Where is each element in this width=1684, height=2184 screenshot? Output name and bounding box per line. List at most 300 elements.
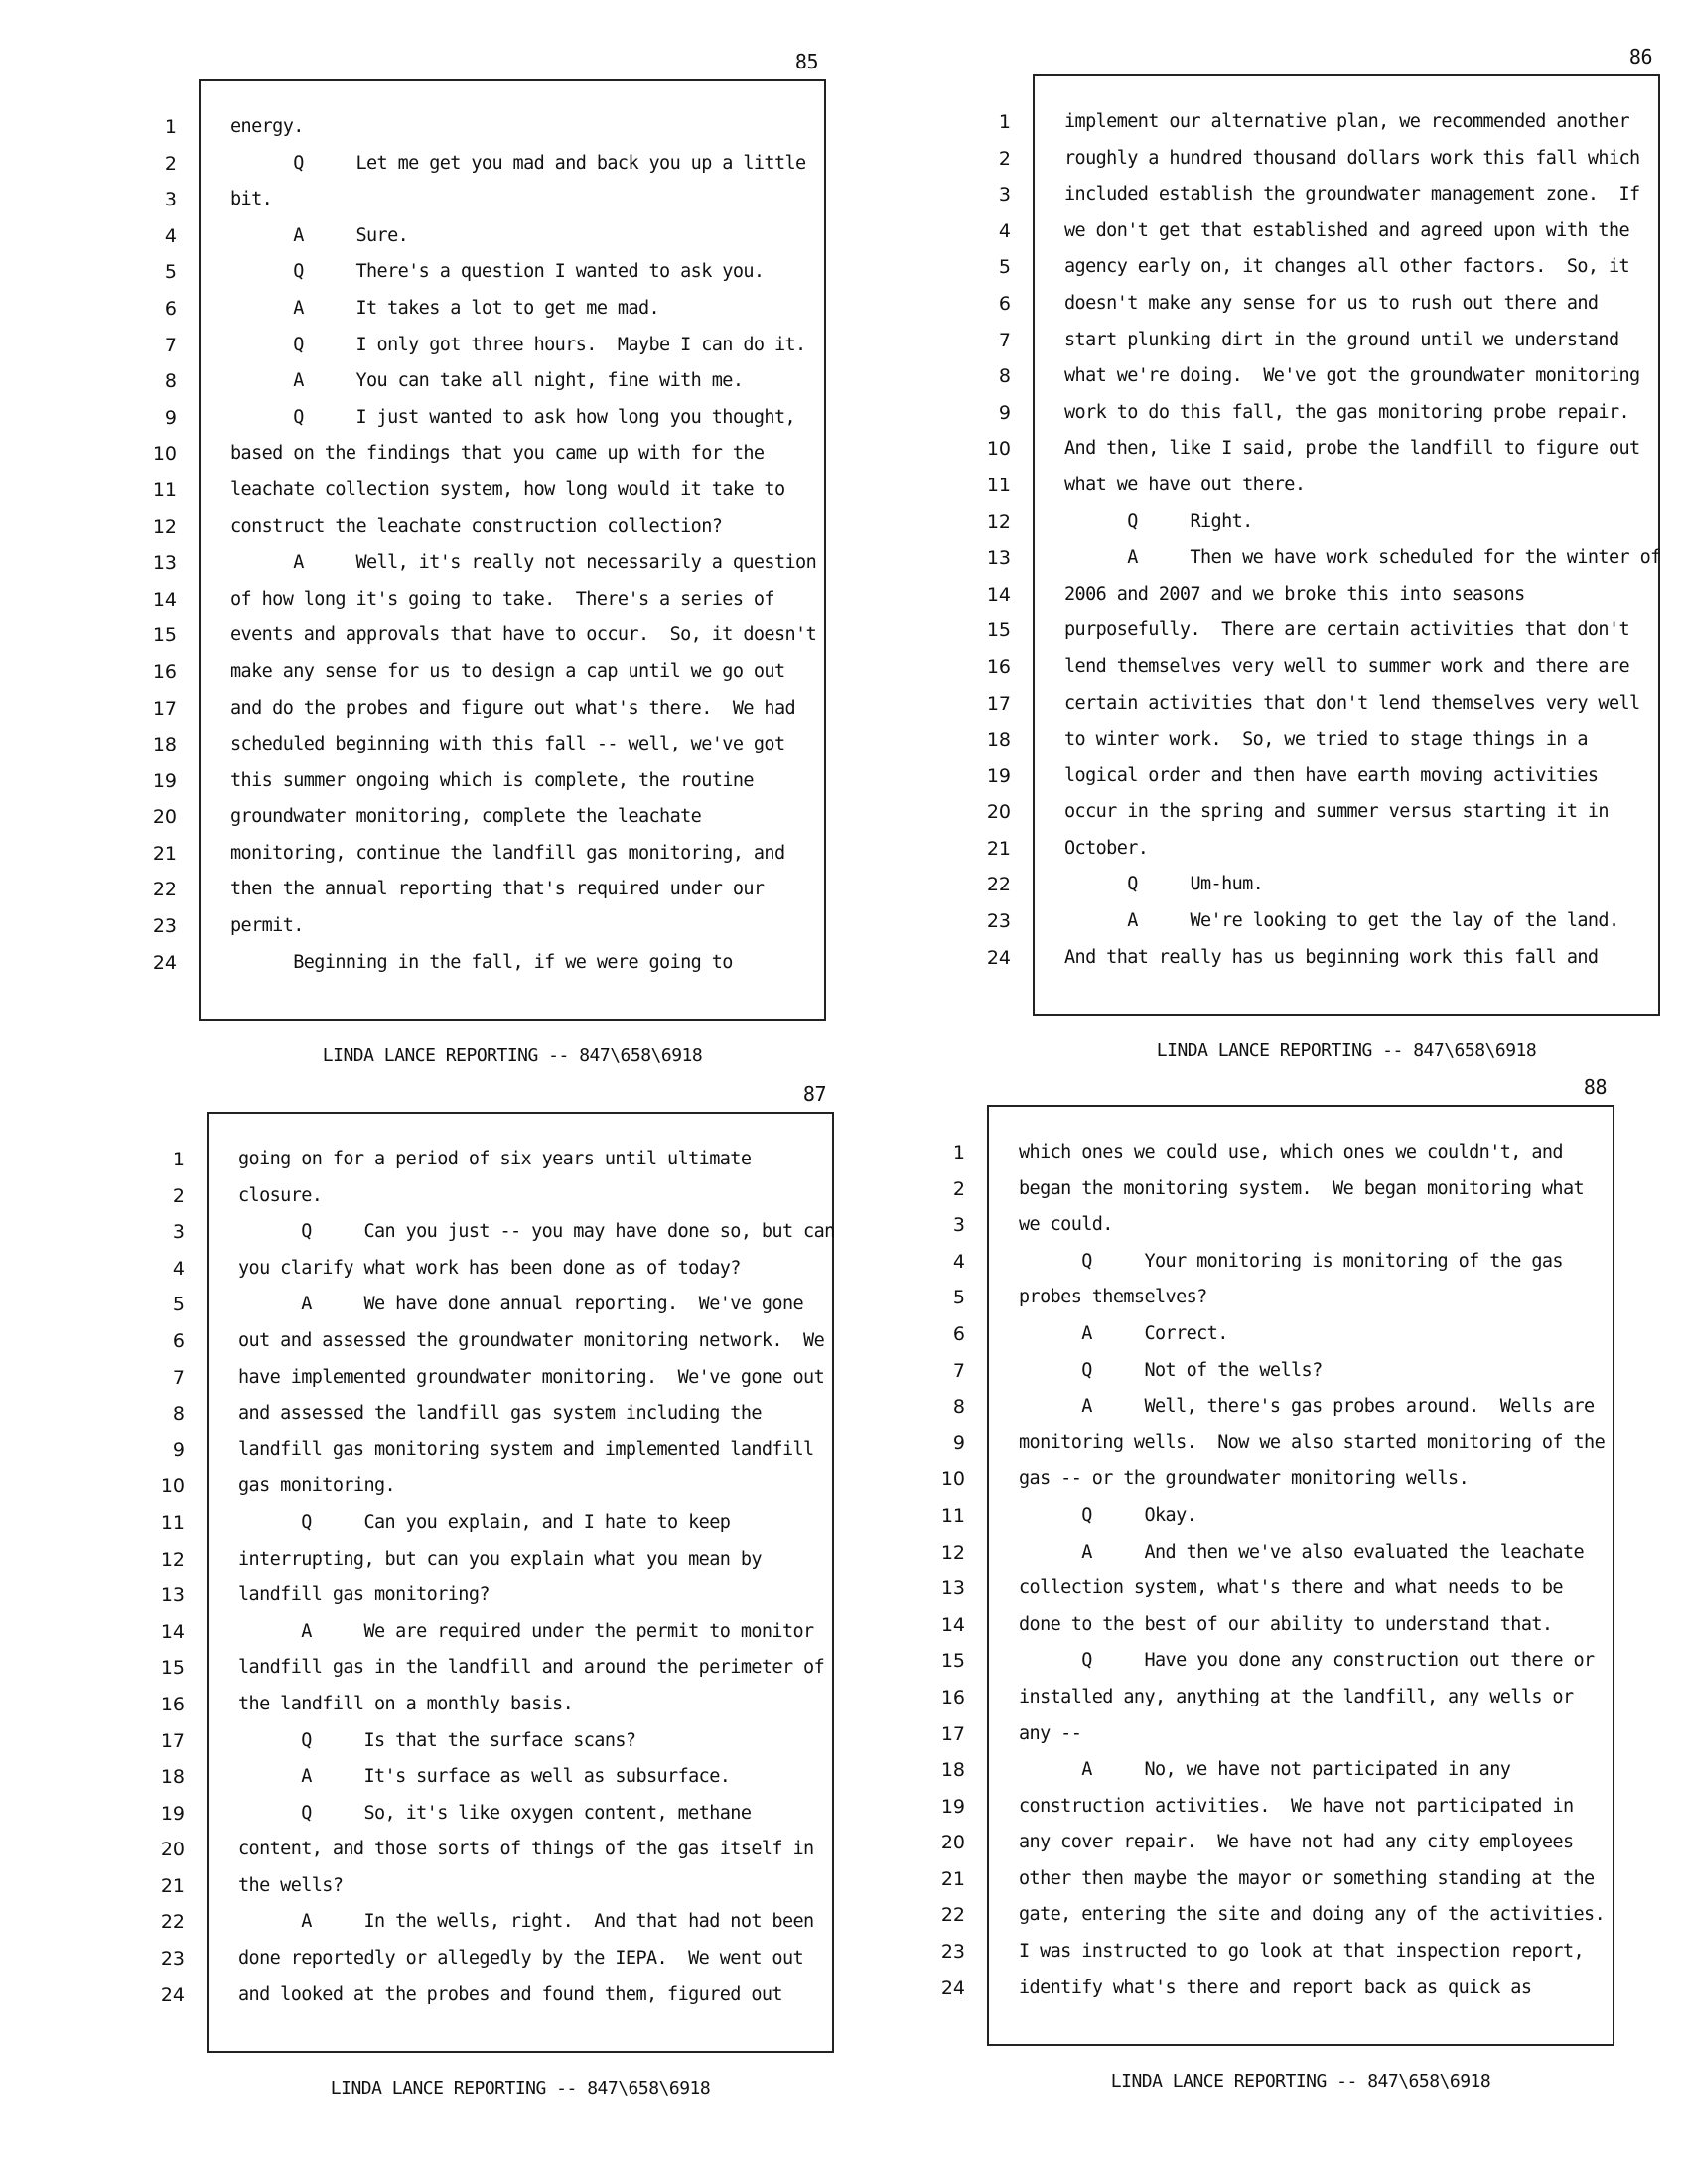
line-text: this summer ongoing which is complete, the routine [230, 769, 754, 791]
line-text: implement our alternative plan, we recommended another [1064, 111, 1630, 132]
line-number: 24 [940, 1977, 965, 1999]
line-text: Q I only got three hours. Maybe I can do it. [230, 334, 806, 355]
transcript-line [8, 1142, 842, 1178]
transcript-line [0, 617, 834, 654]
line-number: 11 [160, 1511, 185, 1534]
line-number: 18 [986, 729, 1011, 751]
transcript-line [834, 213, 1668, 250]
line-text: A It takes a lot to get me mad. [230, 297, 660, 319]
line-number: 6 [952, 1322, 965, 1345]
transcript-lines [834, 104, 1668, 976]
transcript-line [834, 504, 1668, 541]
transcript-line [834, 903, 1668, 940]
line-text: any -- [1019, 1722, 1082, 1744]
line-number: 5 [164, 261, 177, 284]
line-text: landfill gas in the landfill and around the perimeter of [238, 1657, 825, 1679]
line-number: 22 [940, 1904, 965, 1927]
line-text: you clarify what work has been done as of today? [238, 1257, 741, 1279]
line-number: 24 [152, 951, 177, 974]
line-text: probes themselves? [1019, 1287, 1207, 1308]
transcript-line [8, 1542, 842, 1578]
line-text: what we have out there. [1064, 474, 1306, 495]
line-text: landfill gas monitoring system and implemented landfill [238, 1438, 814, 1460]
line-text: to winter work. So, we tried to stage things in a [1064, 729, 1588, 751]
line-text: monitoring wells. Now we also started monitoring of the [1019, 1432, 1606, 1453]
line-text: included establish the groundwater management zone. If [1064, 184, 1640, 205]
transcript-page [0, 50, 834, 1082]
line-text: Q Right. [1064, 510, 1253, 532]
line-text: landfill gas monitoring? [238, 1584, 490, 1606]
transcript-line [8, 1468, 842, 1505]
line-text: certain activities that don't lend themselves very well [1064, 692, 1640, 714]
transcript-line [0, 254, 834, 291]
line-number: 21 [940, 1867, 965, 1890]
transcript-lines [0, 109, 834, 981]
transcript-line [8, 1650, 842, 1687]
line-number: 11 [940, 1504, 965, 1527]
transcript-line [0, 763, 834, 800]
line-text: Q Okay. [1019, 1504, 1197, 1526]
line-number: 15 [940, 1650, 965, 1673]
transcript-line [8, 1614, 842, 1651]
line-number: 10 [160, 1475, 185, 1498]
line-number: 17 [152, 697, 177, 720]
line-number: 21 [152, 842, 177, 865]
transcript-line [8, 1577, 842, 1614]
line-text: interrupting, but can you explain what you mean by [238, 1548, 762, 1570]
transcript-line [8, 1505, 842, 1542]
line-text: lend themselves very well to summer work and there are [1064, 655, 1630, 677]
line-text: Q Can you explain, and I hate to keep [238, 1511, 731, 1533]
line-text: A Sure. [230, 224, 409, 246]
line-number: 15 [160, 1657, 185, 1680]
line-text: 2006 and 2007 and we broke this into seasons [1064, 583, 1525, 605]
transcript-line [834, 286, 1668, 323]
line-number: 7 [172, 1366, 185, 1389]
line-text: began the monitoring system. We began monitoring what [1019, 1177, 1585, 1199]
transcript-line [788, 1426, 1622, 1462]
line-number: 13 [986, 547, 1011, 570]
line-text: construct the leachate construction collection? [230, 515, 723, 537]
line-number: 21 [160, 1874, 185, 1897]
transcript-line [834, 249, 1668, 286]
line-number: 11 [986, 474, 1011, 496]
transcript-line [8, 1723, 842, 1760]
transcript-line [0, 473, 834, 509]
reporter-footer: LINDA LANCE REPORTING -- 847\658\6918 [1110, 2071, 1491, 2092]
transcript-line [788, 1570, 1622, 1607]
line-text: occur in the spring and summer versus starting it in [1064, 801, 1609, 823]
transcript-line [788, 1752, 1622, 1789]
line-text: Q Your monitoring is monitoring of the gas [1019, 1250, 1563, 1272]
line-text: gas monitoring. [238, 1475, 396, 1497]
line-number: 21 [986, 837, 1011, 860]
line-number: 20 [160, 1839, 185, 1861]
transcript-line [788, 1897, 1622, 1934]
line-number: 20 [986, 801, 1011, 824]
line-text: And that really has us beginning work this fall and [1064, 946, 1599, 968]
line-number: 23 [160, 1948, 185, 1971]
line-number: 17 [940, 1722, 965, 1745]
line-number: 13 [152, 552, 177, 575]
line-number: 17 [160, 1729, 185, 1752]
transcript-line [0, 146, 834, 183]
line-text: A Well, there's gas probes around. Wells are [1019, 1396, 1595, 1418]
transcript-lines [8, 1142, 842, 2013]
line-number: 5 [952, 1287, 965, 1309]
line-text: identify what's there and report back as quick as [1019, 1977, 1532, 1998]
line-text: any cover repair. We have not had any city employees [1019, 1832, 1574, 1853]
line-number: 2 [172, 1184, 185, 1207]
line-number: 8 [998, 365, 1011, 388]
transcript-line [0, 836, 834, 873]
transcript-line [0, 908, 834, 945]
transcript-line [0, 545, 834, 582]
line-number: 3 [164, 189, 177, 211]
line-text: A And then we've also evaluated the leachate [1019, 1541, 1585, 1563]
transcript-line [788, 1353, 1622, 1390]
line-text: have implemented groundwater monitoring. We've gone out [238, 1366, 825, 1388]
line-text: Q So, it's like oxygen content, methane [238, 1802, 752, 1824]
line-text: work to do this fall, the gas monitoring probe repair. [1064, 401, 1630, 423]
line-number: 1 [164, 116, 177, 138]
transcript-line [788, 1244, 1622, 1281]
line-number: 22 [986, 874, 1011, 896]
line-number: 24 [986, 946, 1011, 969]
line-number: 12 [160, 1548, 185, 1570]
transcript-line [834, 104, 1668, 141]
transcript-line [788, 1861, 1622, 1898]
line-number: 9 [164, 406, 177, 429]
line-number: 2 [164, 152, 177, 175]
reporter-footer: LINDA LANCE REPORTING -- 847\658\6918 [322, 1045, 703, 1066]
line-number: 10 [940, 1468, 965, 1491]
line-number: 24 [160, 1983, 185, 2006]
line-number: 22 [160, 1911, 185, 1934]
line-text: doesn't make any sense for us to rush out there and [1064, 292, 1599, 314]
line-number: 4 [952, 1250, 965, 1273]
line-number: 5 [998, 256, 1011, 279]
transcript-line [834, 831, 1668, 868]
line-text: installed any, anything at the landfill, any wells or [1019, 1686, 1574, 1707]
line-text: closure. [238, 1184, 323, 1206]
reporter-footer: LINDA LANCE REPORTING -- 847\658\6918 [1156, 1040, 1537, 1061]
transcript-line [8, 1978, 842, 2014]
transcript-line [8, 1941, 842, 1978]
line-number: 14 [160, 1620, 185, 1643]
page-number: 85 [794, 50, 818, 73]
line-text: monitoring, continue the landfill gas monitoring, and [230, 842, 785, 864]
line-number: 5 [172, 1294, 185, 1316]
line-text: logical order and then have earth moving activities [1064, 764, 1599, 786]
line-text: the wells? [238, 1874, 344, 1896]
line-text: A No, we have not participated in any [1019, 1759, 1511, 1781]
line-text: Q Let me get you mad and back you up a little [230, 152, 806, 174]
line-text: the landfill on a monthly basis. [238, 1693, 574, 1714]
line-text: collection system, what's there and what needs to be [1019, 1577, 1563, 1599]
line-number: 4 [172, 1257, 185, 1280]
line-text: content, and those sorts of things of the gas itself in [238, 1839, 814, 1860]
transcript-line [834, 722, 1668, 758]
line-number: 17 [986, 692, 1011, 715]
line-text: groundwater monitoring, complete the leachate [230, 806, 702, 828]
line-number: 9 [952, 1432, 965, 1454]
transcript-line [834, 867, 1668, 903]
line-number: 15 [152, 624, 177, 647]
line-number: 9 [998, 401, 1011, 424]
transcript-line [8, 1687, 842, 1723]
line-number: 18 [940, 1759, 965, 1782]
transcript-line [8, 1904, 842, 1941]
transcript-line [834, 395, 1668, 432]
transcript-line [834, 686, 1668, 723]
transcript-line [834, 141, 1668, 178]
line-number: 7 [164, 334, 177, 356]
transcript-line [0, 328, 834, 364]
line-number: 10 [152, 443, 177, 466]
line-text: events and approvals that have to occur. So, it doesn't [230, 624, 817, 646]
line-number: 19 [160, 1802, 185, 1825]
line-text: Q Can you just -- you may have done so, but can [238, 1221, 835, 1243]
transcript-line [788, 1607, 1622, 1644]
transcript-line [8, 1759, 842, 1796]
line-text: bit. [230, 189, 273, 210]
line-text: A You can take all night, fine with me. [230, 370, 744, 392]
transcript-line [788, 1171, 1622, 1208]
line-number: 12 [152, 515, 177, 538]
line-text: Q Not of the wells? [1019, 1359, 1323, 1381]
line-text: October. [1064, 837, 1149, 859]
line-text: A Then we have work scheduled for the winter of [1064, 547, 1661, 569]
line-text: gate, entering the site and doing any of the activities. [1019, 1904, 1606, 1926]
line-text: out and assessed the groundwater monitoring network. We [238, 1329, 825, 1351]
transcript-line [788, 1535, 1622, 1571]
line-number: 1 [998, 111, 1011, 133]
transcript-line [0, 436, 834, 473]
transcript-lines [788, 1135, 1622, 2006]
line-number: 16 [152, 660, 177, 683]
line-number: 23 [986, 910, 1011, 933]
line-number: 8 [172, 1403, 185, 1426]
transcript-line [0, 945, 834, 982]
line-number: 6 [164, 297, 177, 320]
transcript-line [834, 323, 1668, 359]
line-number: 16 [940, 1686, 965, 1708]
line-text: A It's surface as well as subsurface. [238, 1766, 731, 1788]
transcript-line [788, 1680, 1622, 1716]
line-number: 4 [164, 224, 177, 247]
transcript-line [834, 431, 1668, 468]
line-number: 6 [172, 1329, 185, 1352]
line-text: And then, like I said, probe the landfill to figure out [1064, 438, 1640, 460]
line-text: start plunking dirt in the ground until we understand [1064, 329, 1619, 350]
transcript-line [834, 649, 1668, 686]
transcript-line [0, 872, 834, 908]
line-text: Q I just wanted to ask how long you thought, [230, 406, 796, 428]
transcript-line [788, 1934, 1622, 1971]
line-text: Q Is that the surface scans? [238, 1729, 636, 1751]
line-number: 8 [164, 370, 177, 393]
line-text: I was instructed to go look at that inspection report, [1019, 1941, 1585, 1963]
line-text: Q Have you done any construction out there or [1019, 1650, 1595, 1672]
line-number: 9 [172, 1438, 185, 1461]
line-text: A Well, it's really not necessarily a question [230, 552, 817, 574]
line-text: Q Um-hum. [1064, 874, 1264, 895]
line-number: 1 [952, 1142, 965, 1163]
transcript-line [834, 468, 1668, 504]
line-number: 14 [152, 588, 177, 611]
line-number: 10 [986, 438, 1011, 461]
transcript-line [8, 1433, 842, 1469]
page-number: 87 [802, 1082, 826, 1106]
page-number: 88 [1583, 1075, 1607, 1099]
transcript-page [788, 1075, 1622, 2108]
line-number: 19 [940, 1795, 965, 1818]
transcript-line [8, 1287, 842, 1323]
line-number: 14 [986, 583, 1011, 606]
line-text: make any sense for us to design a cap until we go out [230, 660, 785, 682]
transcript-line [0, 109, 834, 146]
transcript-line [0, 363, 834, 400]
line-number: 20 [152, 806, 177, 829]
line-number: 12 [986, 510, 1011, 533]
line-number: 3 [998, 184, 1011, 206]
line-text: other then maybe the mayor or something standing at the [1019, 1867, 1595, 1889]
line-text: purposefully. There are certain activities that don't [1064, 619, 1630, 641]
line-text: energy. [230, 116, 304, 137]
line-text: and looked at the probes and found them, figured out [238, 1983, 782, 2005]
line-number: 16 [160, 1693, 185, 1715]
line-number: 18 [152, 734, 177, 756]
line-text: what we're doing. We've got the groundwater monitoring [1064, 365, 1640, 387]
transcript-line [834, 758, 1668, 795]
transcript-line [834, 540, 1668, 577]
line-text: going on for a period of six years until ultimate [238, 1149, 752, 1169]
transcript-line [788, 1971, 1622, 2007]
line-text: which ones we could use, which ones we couldn't, and [1019, 1142, 1563, 1162]
line-number: 23 [152, 915, 177, 938]
page-number: 86 [1628, 45, 1652, 68]
line-text: A We have done annual reporting. We've gone [238, 1294, 804, 1315]
line-text: A In the wells, right. And that had not been [238, 1911, 814, 1933]
line-text: leachate collection system, how long would it take to [230, 478, 785, 500]
line-number: 1 [172, 1149, 185, 1170]
line-number: 3 [172, 1221, 185, 1244]
line-text: we don't get that established and agreed upon with the [1064, 219, 1630, 241]
line-number: 8 [952, 1396, 965, 1419]
transcript-line [0, 400, 834, 437]
line-text: scheduled beginning with this fall -- well, we've got [230, 734, 785, 755]
line-number: 19 [152, 769, 177, 792]
line-number: 23 [940, 1941, 965, 1964]
line-number: 14 [940, 1613, 965, 1636]
line-text: construction activities. We have not participated in [1019, 1795, 1574, 1817]
line-text: based on the findings that you came up with for the [230, 443, 765, 465]
transcript-line [8, 1323, 842, 1360]
line-text: agency early on, it changes all other factors. So, it [1064, 256, 1630, 278]
transcript-line [834, 613, 1668, 649]
line-text: A Correct. [1019, 1322, 1228, 1344]
line-text: we could. [1019, 1214, 1113, 1236]
line-text: A We are required under the permit to monitor [238, 1620, 814, 1642]
line-number: 22 [152, 879, 177, 901]
transcript-line [0, 182, 834, 218]
line-text: then the annual reporting that's required under our [230, 879, 765, 900]
transcript-line [8, 1178, 842, 1215]
line-number: 19 [986, 764, 1011, 787]
line-number: 18 [160, 1766, 185, 1789]
transcript-line [788, 1316, 1622, 1353]
transcript-line [788, 1789, 1622, 1826]
line-number: 13 [940, 1577, 965, 1600]
transcript-line [0, 582, 834, 618]
transcript-line [8, 1868, 842, 1905]
transcript-line [834, 794, 1668, 831]
transcript-line [8, 1796, 842, 1833]
transcript-line [8, 1396, 842, 1433]
reporter-footer: LINDA LANCE REPORTING -- 847\658\6918 [330, 2078, 711, 2099]
transcript-line [788, 1207, 1622, 1244]
line-text: of how long it's going to take. There's a series of [230, 588, 774, 610]
transcript-line [8, 1360, 842, 1397]
line-number: 2 [998, 147, 1011, 170]
line-number: 12 [940, 1541, 965, 1564]
transcript-line [788, 1135, 1622, 1171]
line-number: 11 [152, 478, 177, 501]
line-number: 7 [952, 1359, 965, 1382]
line-number: 6 [998, 292, 1011, 315]
line-number: 4 [998, 219, 1011, 242]
line-text: and do the probes and figure out what's there. We had [230, 697, 796, 719]
transcript-line [834, 577, 1668, 614]
line-number: 7 [998, 329, 1011, 351]
line-text: Q There's a question I wanted to ask you. [230, 261, 765, 283]
line-number: 15 [986, 619, 1011, 642]
transcript-line [0, 218, 834, 255]
line-number: 13 [160, 1584, 185, 1607]
transcript-line [0, 691, 834, 728]
line-text: Beginning in the fall, if we were going to [230, 951, 733, 973]
transcript-line [788, 1716, 1622, 1753]
transcript-line [788, 1643, 1622, 1680]
line-number: 3 [952, 1214, 965, 1237]
transcript-line [0, 291, 834, 328]
transcript-line [8, 1832, 842, 1868]
transcript-line [8, 1251, 842, 1288]
transcript-line [788, 1825, 1622, 1861]
line-number: 20 [940, 1832, 965, 1854]
transcript-line [834, 940, 1668, 977]
transcript-line [788, 1389, 1622, 1426]
transcript-line [8, 1214, 842, 1251]
transcript-line [0, 509, 834, 546]
transcript-line [834, 177, 1668, 213]
transcript-line [788, 1498, 1622, 1535]
transcript-line [0, 727, 834, 763]
line-text: done reportedly or allegedly by the IEPA. We went out [238, 1948, 804, 1970]
transcript-line [0, 799, 834, 836]
line-text: permit. [230, 915, 304, 937]
line-text: roughly a hundred thousand dollars work this fall which [1064, 147, 1640, 169]
transcript-page [834, 45, 1668, 1077]
transcript-page [8, 1082, 842, 2115]
line-text: gas -- or the groundwater monitoring wells. [1019, 1468, 1470, 1490]
transcript-line [834, 358, 1668, 395]
line-text: A We're looking to get the lay of the land. [1064, 910, 1619, 932]
line-text: done to the best of our ability to understand that. [1019, 1613, 1553, 1635]
line-number: 2 [952, 1177, 965, 1200]
transcript-line [788, 1461, 1622, 1498]
